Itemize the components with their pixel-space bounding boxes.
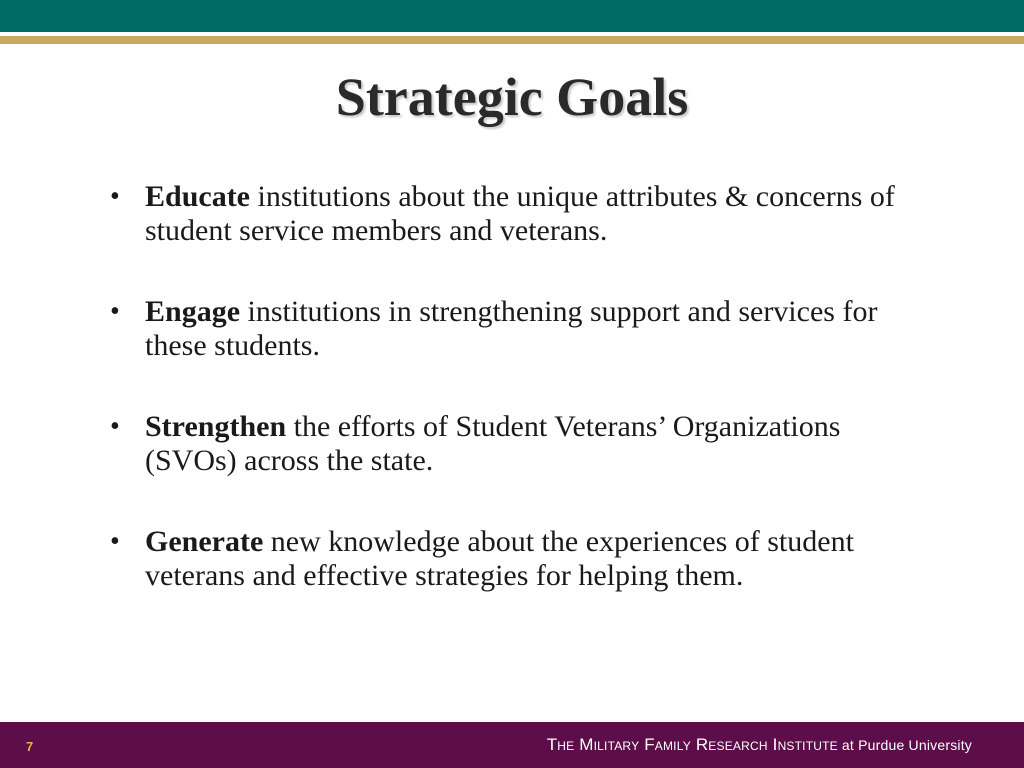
goal-item-generate [110,525,930,593]
slide-title: Strategic Goals [335,67,689,127]
header-gold-rule [0,36,1024,44]
goal-item-educate [110,180,930,248]
bullet-icon: • [110,181,120,212]
goal-item-engage [110,295,930,363]
goal-keyword: Engage [145,295,241,328]
header-band [0,0,1024,32]
institute-suffix: at Purdue University [837,737,972,753]
bullet-icon: • [110,526,120,557]
goals-list [110,180,930,640]
goal-text: the efforts of Student Veterans’ Organizations (SVOs) across the state. [145,410,841,477]
institute-name: The Military Family Research Institute [546,735,838,754]
goal-keyword: Educate [145,180,250,213]
goal-item-strengthen [110,410,930,478]
footer-institute-name [547,735,972,755]
bullet-icon: • [110,296,120,327]
goal-text: institutions in strengthening support and services for these students. [145,295,878,362]
page-number: 7 [26,739,34,754]
bullet-icon: • [110,411,120,442]
goal-keyword: Generate [145,525,264,558]
goal-text: new knowledge about the experiences of student veterans and effective strategies for helping them. [145,525,854,592]
goal-text: institutions about the unique attributes & concerns of student service members and veterans. [145,180,895,247]
goal-keyword: Strengthen [145,410,287,443]
